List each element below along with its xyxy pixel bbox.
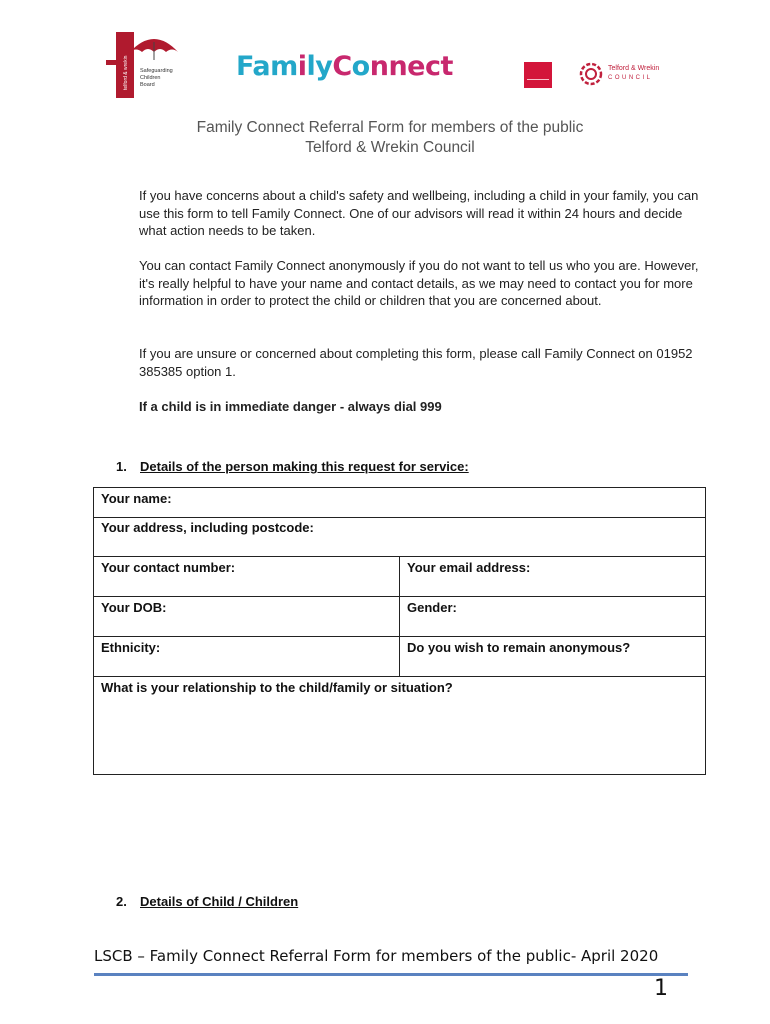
anonymous-label: Do you wish to remain anonymous? bbox=[407, 640, 631, 655]
gender-label: Gender: bbox=[407, 600, 457, 615]
logo-c: C bbox=[332, 51, 352, 82]
logo-fam: Fam bbox=[236, 51, 298, 82]
anonymous-field[interactable] bbox=[400, 637, 705, 676]
council-name: Telford & Wrekin bbox=[608, 65, 660, 72]
section-1-number: 1. bbox=[116, 459, 127, 474]
relationship-label: What is your relationship to the child/family or situation? bbox=[101, 680, 453, 695]
logo-o: o bbox=[351, 51, 370, 82]
council-label: COUNCIL bbox=[608, 75, 653, 81]
lscb-logo-crossbar bbox=[106, 60, 116, 65]
page-title: Family Connect Referral Form for members of the public bbox=[196, 119, 584, 136]
dob-field[interactable] bbox=[94, 597, 399, 636]
lscb-logo bbox=[100, 32, 182, 98]
dob-label: Your DOB: bbox=[101, 600, 167, 615]
council-emblem-icon bbox=[578, 61, 604, 87]
logo-nnect: nnect bbox=[369, 51, 453, 82]
lscb-text-line1: Safeguarding bbox=[140, 68, 173, 74]
section-1-title: Details of the person making this request for service: bbox=[140, 459, 469, 474]
footer-text: LSCB – Family Connect Referral Form for members of the public- April 2020 bbox=[94, 947, 659, 965]
ethnicity-label: Ethnicity: bbox=[101, 640, 161, 655]
logo-i: i bbox=[297, 51, 307, 82]
relationship-field[interactable] bbox=[94, 677, 705, 774]
page-number: 1 bbox=[654, 976, 668, 1001]
lscb-logo-text bbox=[140, 68, 173, 89]
intro-paragraph-1: If you have concerns about a child's safety and wellbeing, including a child in your family, you can use this form to tell Family Connect. One of our advisors will read it within 24 hours and decide what action needs to be taken. bbox=[139, 188, 699, 239]
familyconnect-logo bbox=[236, 51, 453, 82]
email-field[interactable] bbox=[400, 557, 705, 596]
intro-paragraph-3: If you are unsure or concerned about completing this form, please call Family Connect on 01952 385385 option 1. bbox=[139, 346, 693, 379]
name-field[interactable] bbox=[94, 488, 705, 517]
ethnicity-field[interactable] bbox=[94, 637, 399, 676]
umbrella-icon bbox=[128, 34, 180, 62]
emergency-notice: If a child is in immediate danger - always dial 999 bbox=[139, 399, 442, 414]
requester-details-form bbox=[93, 487, 706, 775]
contact-number-field[interactable] bbox=[94, 557, 399, 596]
page-subtitle: Telford & Wrekin Council bbox=[305, 139, 475, 156]
contact-number-label: Your contact number: bbox=[101, 560, 236, 575]
address-field[interactable] bbox=[94, 517, 705, 556]
gender-field[interactable] bbox=[400, 597, 705, 636]
lscb-text-line3: Board bbox=[140, 82, 155, 88]
footer-rule bbox=[94, 973, 688, 976]
logo-ly: ly bbox=[306, 51, 333, 82]
lscb-text-line2: Children bbox=[140, 75, 161, 81]
address-label: Your address, including postcode: bbox=[101, 520, 314, 535]
partner-logo-red bbox=[524, 62, 552, 88]
intro-paragraph-2: You can contact Family Connect anonymously if you do not want to tell us who you are. However, it's really helpful to have your name and contact details, as we may need to contact you for more information in order to protect the child or children that you are concerned about. bbox=[139, 258, 699, 309]
section-2-title: Details of Child / Children bbox=[140, 894, 299, 909]
section-2-number: 2. bbox=[116, 894, 127, 909]
council-logo bbox=[578, 61, 664, 89]
lscb-vertical-label: telford & wrekin bbox=[123, 55, 129, 90]
name-label: Your name: bbox=[101, 491, 172, 506]
column-divider bbox=[399, 557, 400, 676]
partner-logo-stripe bbox=[527, 79, 549, 80]
email-label: Your email address: bbox=[407, 560, 531, 575]
